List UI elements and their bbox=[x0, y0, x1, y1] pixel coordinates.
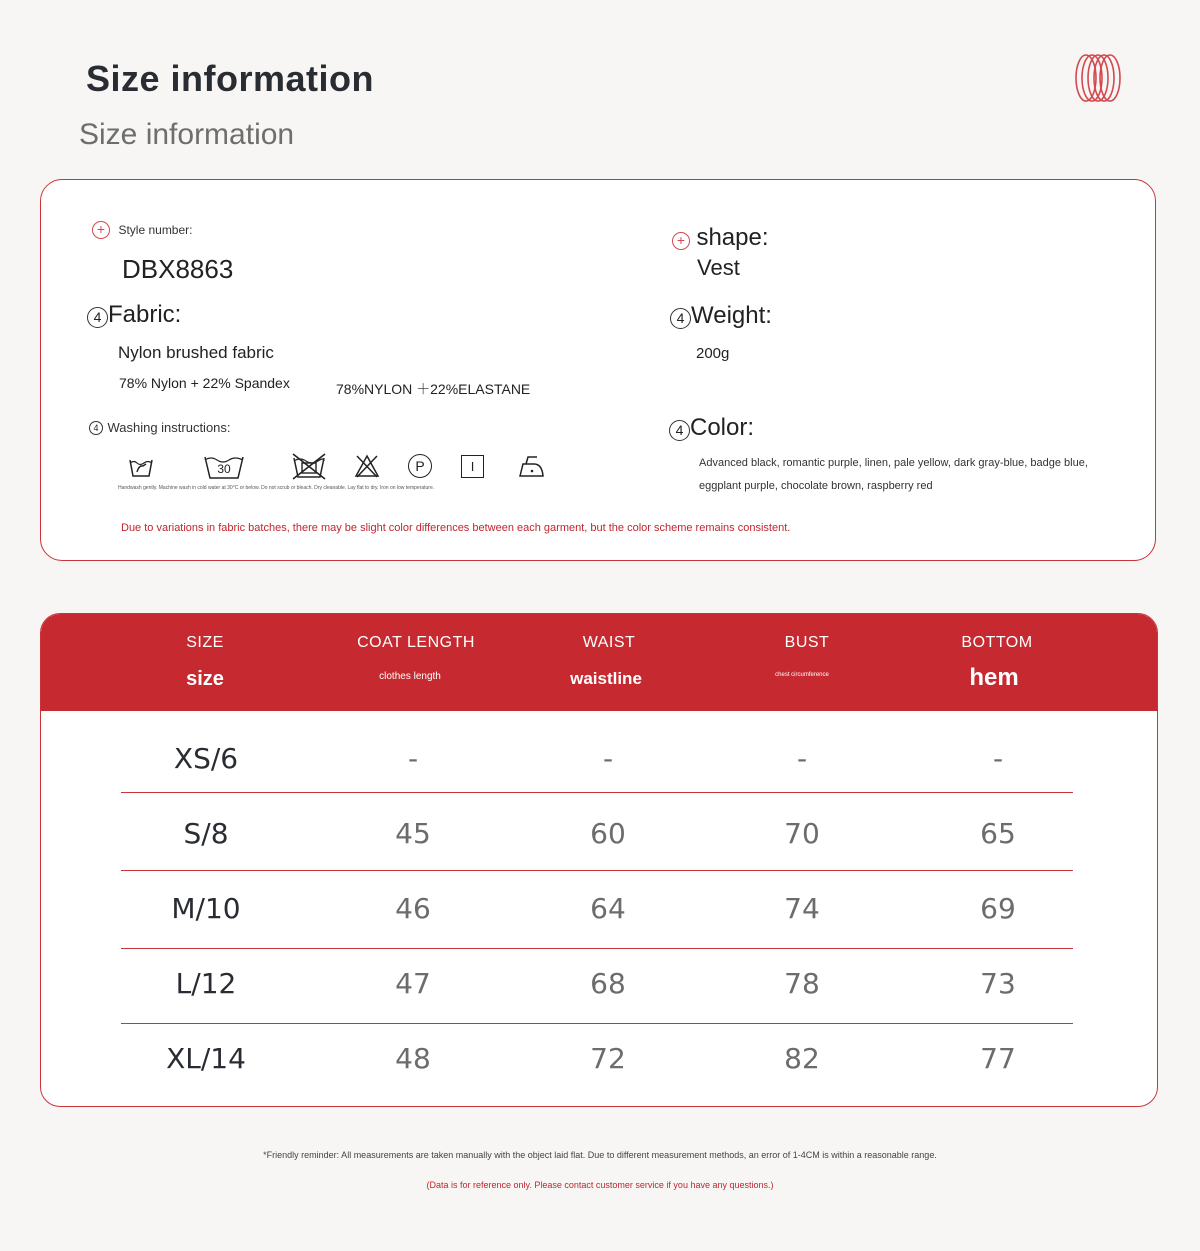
weight-label: Weight: bbox=[691, 302, 772, 329]
waist-cell: 60 bbox=[590, 817, 626, 850]
machine-wash-30-icon bbox=[203, 451, 245, 481]
coat-length-cell: 47 bbox=[395, 967, 431, 1000]
color-label: Color: bbox=[690, 414, 755, 441]
size-cell: L/12 bbox=[175, 967, 237, 1000]
circled-number-icon: 4 bbox=[89, 421, 103, 435]
bust-cell: 74 bbox=[784, 892, 820, 925]
fabric-label: Fabric: bbox=[108, 301, 182, 328]
waist-cell: 64 bbox=[590, 892, 626, 925]
row-divider bbox=[121, 1023, 1073, 1024]
measurement-reminder: *Friendly reminder: All measurements are taken manually with the object laid flat. Due to different measurement methods, an error of 1-4CM is within a reasonable range. bbox=[263, 1150, 937, 1160]
bust-cell: 78 bbox=[784, 967, 820, 1000]
dry-flat-icon: I bbox=[461, 455, 484, 478]
header-bust-sub: chest circumference bbox=[775, 672, 829, 678]
row-divider bbox=[121, 792, 1073, 793]
bottom-cell: 77 bbox=[980, 1042, 1016, 1075]
size-cell: S/8 bbox=[183, 817, 229, 850]
size-cell: XS/6 bbox=[173, 742, 239, 775]
bottom-cell: 65 bbox=[980, 817, 1016, 850]
row-divider bbox=[121, 870, 1073, 871]
hand-wash-icon bbox=[127, 452, 155, 480]
style-number-value: DBX8863 bbox=[122, 254, 234, 284]
bottom-cell: - bbox=[992, 742, 1004, 775]
table-row bbox=[41, 892, 1157, 967]
style-number-label: Style number: bbox=[118, 223, 193, 238]
table-row bbox=[41, 742, 1157, 817]
reference-note: (Data is for reference only. Please contact customer service if you have any questions.) bbox=[426, 1180, 774, 1190]
shape-label: shape: bbox=[696, 224, 769, 251]
header-coat-length-sub: clothes length bbox=[379, 671, 441, 682]
product-info-card bbox=[40, 179, 1156, 561]
header-bottom: BOTTOM bbox=[961, 634, 1033, 651]
shape-label-row bbox=[672, 224, 769, 252]
coat-length-cell: 45 bbox=[395, 817, 431, 850]
shape-value: Vest bbox=[697, 255, 740, 280]
size-cell: M/10 bbox=[171, 892, 241, 925]
do-not-wring-icon bbox=[291, 452, 327, 480]
header-bottom-sub: hem bbox=[969, 664, 1019, 691]
circled-number-icon: 4 bbox=[87, 307, 108, 328]
page-subtitle: Size information bbox=[79, 118, 295, 151]
color-value: Advanced black, romantic purple, linen, pale yellow, dark gray-blue, badge blue, eggplant purple, chocolate brown, raspberry red bbox=[699, 457, 1088, 492]
header-bust: BUST bbox=[784, 634, 830, 651]
coat-length-cell: 46 bbox=[395, 892, 431, 925]
bottom-cell: 69 bbox=[980, 892, 1016, 925]
table-row bbox=[41, 1042, 1157, 1107]
color-label-row bbox=[669, 414, 754, 442]
waist-cell: 72 bbox=[590, 1042, 626, 1075]
iron-low-icon bbox=[517, 453, 545, 479]
page-title: Size information bbox=[86, 58, 375, 99]
circled-number-icon: 4 bbox=[669, 420, 690, 441]
size-table bbox=[40, 613, 1158, 1107]
bottom-cell: 73 bbox=[980, 967, 1016, 1000]
waist-cell: - bbox=[602, 742, 614, 775]
composition-english: 78%NYLON ＋22%ELASTANE bbox=[336, 381, 531, 397]
dry-clean-icon: P bbox=[408, 454, 432, 478]
wash-temperature: 30 bbox=[217, 462, 231, 476]
row-divider bbox=[121, 948, 1073, 949]
plus-circle-icon: + bbox=[92, 221, 110, 239]
header-size-sub: size bbox=[186, 668, 224, 690]
weight-label-row bbox=[670, 302, 772, 330]
table-row bbox=[41, 967, 1157, 1042]
washing-label: Washing instructions: bbox=[107, 420, 231, 435]
circled-number-icon: 4 bbox=[670, 308, 691, 329]
color-variation-note: Due to variations in fabric batches, there may be slight color differences between each garment, but the color scheme remains consistent. bbox=[121, 522, 791, 534]
composition-text: 78% Nylon + 22% Spandex bbox=[119, 375, 290, 391]
header-size: SIZE bbox=[186, 634, 224, 651]
washing-label-row bbox=[89, 419, 231, 437]
washing-note: Handwash gently. Machine wash in cold water at 30°C or below. Do not scrub or bleach. Dry cleanable. Lay flat to dry. Iron on low temperature. bbox=[118, 485, 435, 491]
coat-length-cell: - bbox=[407, 742, 419, 775]
brand-logo-icon bbox=[1072, 52, 1124, 104]
table-header bbox=[41, 614, 1157, 711]
fabric-value: Nylon brushed fabric bbox=[118, 343, 274, 362]
table-row bbox=[41, 817, 1157, 892]
coat-length-cell: 48 bbox=[395, 1042, 431, 1075]
fabric-label-row bbox=[87, 301, 181, 329]
plus-circle-icon: + bbox=[672, 232, 690, 250]
style-number-label-row bbox=[92, 221, 193, 239]
size-cell: XL/14 bbox=[166, 1042, 246, 1075]
bust-cell: - bbox=[796, 742, 808, 775]
waist-cell: 68 bbox=[590, 967, 626, 1000]
weight-value: 200g bbox=[696, 345, 730, 362]
header-waist: WAIST bbox=[582, 634, 636, 651]
bust-cell: 70 bbox=[784, 817, 820, 850]
header-waist-sub: waistline bbox=[570, 669, 642, 688]
bust-cell: 82 bbox=[784, 1042, 820, 1075]
do-not-bleach-icon bbox=[354, 453, 380, 479]
header-coat-length: COAT LENGTH bbox=[357, 634, 475, 651]
